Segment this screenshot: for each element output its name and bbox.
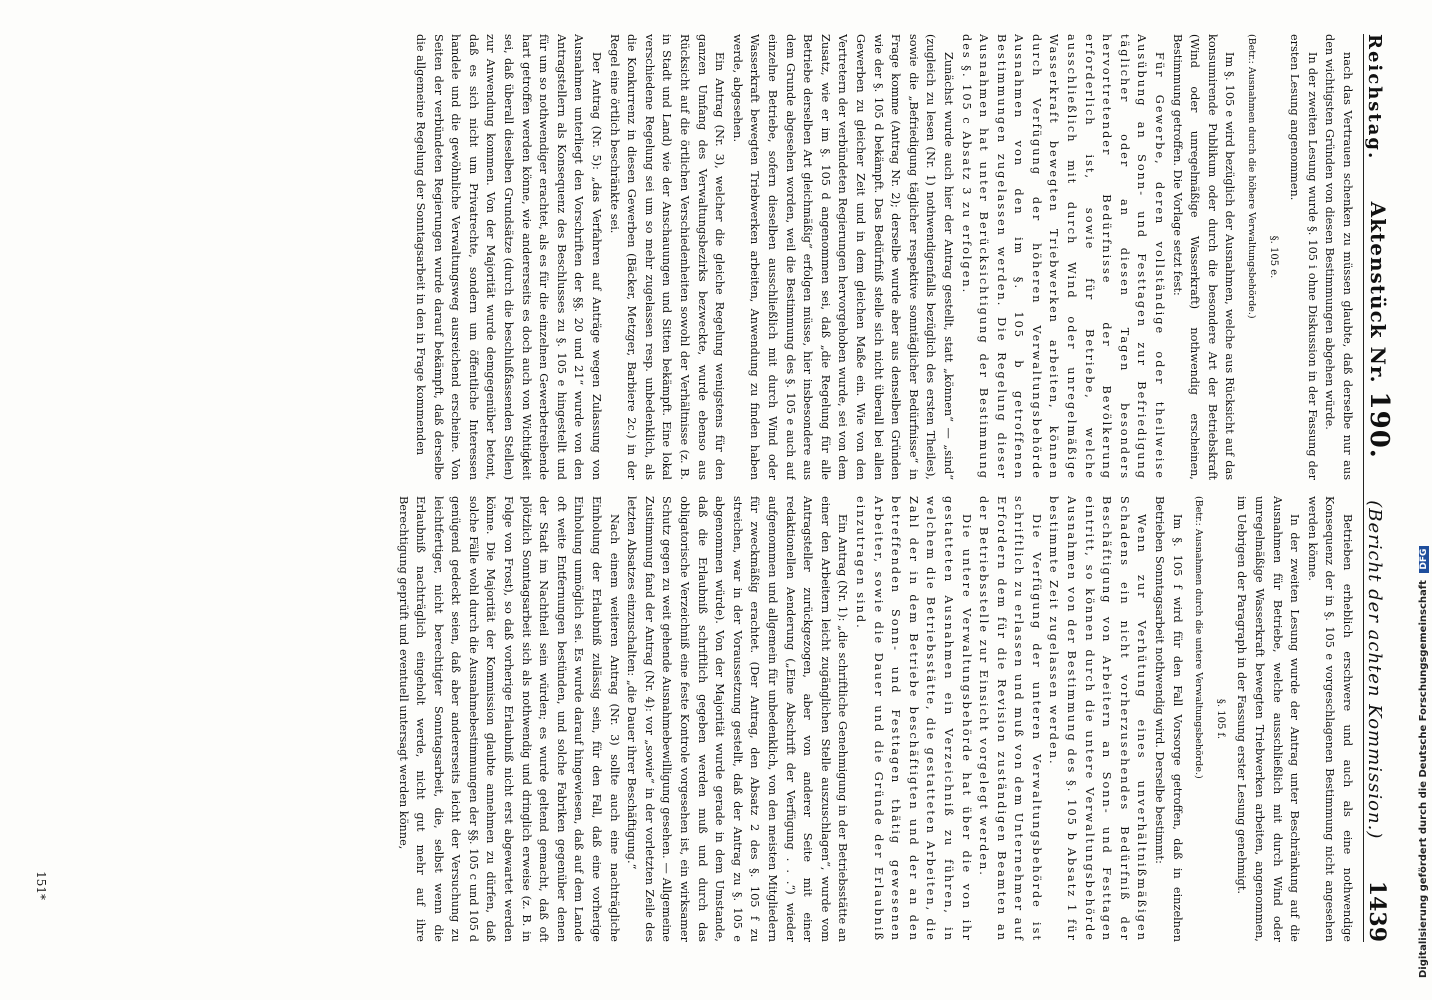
paragraph: In der zweiten Lesung wurde der Antrag unter Beschränkung auf die Ausnahmen für Betriebe, welche ausschließlich mit durch Wind oder unregelmäßige Wasserkraft bewegten Triebwerken arbeiten, angenommen, im Uebrigen der Paragraph in der Fassung erster Lesung genehmigt.: [1235, 496, 1302, 942]
paragraph: Nach einem weiteren Antrag (Nr. 3) sollte auch eine nachträgliche Einholung der Erlaubniß zulässig sein, für den Fall, daß eine vorherige Einholung unmöglich sei. Es wurde darauf hingewiesen, daß auf dem Lande oft weite Entfernungen bestünden, und solche Fabriken gegenüber denen der Stadt im Nachtheil sein würden; es wurde geltend gemacht, daß oft plötzlich Sonntagsarbeit sich als nothwendig und dringlich erweise (z. B. in Folge von Frost), so daß vorherige Erlaubniß nicht erst abgewartet werden könne. Die Majorität der Kommission glaubte annehmen zu dürfen, daß solche Fälle wohl durch die Ausnahmebestimmungen der §§. 105 c und 105 d genügend gedeckt seien, daß aber andererseits leicht der Versuchung zu leichtfertiger, nicht berechtigter Sonntagsarbeit, die, selbst wenn die Erlaubniß nachträglich eingeholt werde, nicht gut mehr auf ihre Berechtigung geprüft und eventuell untersagt werden könne,: [396, 496, 621, 942]
paragraph: Im §. 105 f wird für den Fall Vorsorge getroffen, daß in einzelnen Betrieben Sonntagsarbeit nothwendig wird. Derselbe bestimmt:: [1153, 496, 1184, 942]
header-subtitle: (Bericht der achten Kommission.): [1364, 500, 1385, 840]
dfg-logo: DFG: [1419, 546, 1429, 573]
page-footer-signature: 151*: [34, 871, 48, 900]
header-title: [1364, 202, 1394, 459]
paragraph: Im §. 105 e wird bezüglich der Ausnahmen, welche aus Rücksicht auf das konsumirende Publikum oder durch die besondere Art der Betriebskraft (Wind oder unregelmäßige Wasserkraft) nothwendig erscheinen, Bestimmung getroffen. Die Vorlage setzt fest:: [1170, 34, 1237, 480]
paragraph: Der Antrag (Nr. 5): „das Verfahren auf Anträge wegen Zulassung von Ausnahmen unterliegt den Vorschriften der §§. 20 und 21“ wurde von den Antragstellern als Konsequenz des Beschlusses zu §. 105 e hingestellt und für um so nothwendiger erachtet, als es für die einzelnen Gewerbetreibende hart getroffen werden könne, wie andererseits es doch auch von Wichtigkeit sei, daß überall dieselben Grundsätze (durch die beschlußfassenden Stellen) zur Anwendung kommen. Von der Majorität wurde demgegenüber betont, daß es sich nicht um Privatrechte, sondern um öffentliche Interessen handele und die gewöhnliche Verwaltungsweg ausreichend erscheine. Von Seiten der verbündeten Regierungen wurde darauf bekämpft, daß derselbe die allgemeine Regelung der Sonntagsarbeit in den in Frage kommenden: [414, 34, 604, 480]
paragraph: Betrieben erheblich erschwere und auch als eine nothwendige Konsequenz der in §. 105 e vorgeschlagenen Bestimmung nicht angesehen werden könne.: [1305, 496, 1354, 942]
paragraph: In der zweiten Lesung wurde §. 105 i ohne Diskussion in der Fassung der ersten Lesung angenommen.: [1288, 34, 1319, 480]
section-subheading: (Betr.: Ausnahmen durch die untere Verwaltungsbehörde.): [1193, 496, 1205, 779]
credit-text: Digitalisierung gefördert durch die Deutsche Forschungsgemeinschaft: [1418, 580, 1429, 978]
page-header: [1363, 34, 1404, 942]
section-subheading: (Betr.: Ausnahmen durch die höhere Verwaltungsbehörde.): [1246, 34, 1258, 319]
header-title-prefix: Aktenstück Nr.: [1366, 201, 1390, 384]
quoted-provision: Die Verfügung der unteren Verwaltungsbehörde ist schriftlich zu erlassen und muß von dem Unternehmer auf Erfordern dem für die Revision zuständigen Beamten an der Betriebsstelle zur Einsicht vorgelegt werden.: [977, 496, 1043, 942]
section-heading: §. 105 f.: [1214, 698, 1226, 740]
page-number: 1439: [1364, 880, 1390, 942]
header-title-number: 190.: [1364, 391, 1394, 459]
credit-text-wrap: [1418, 18, 1432, 978]
section-heading: §. 105 e.: [1267, 235, 1279, 279]
paragraph: Ein Antrag (Nr. 3), welcher die gleiche Regelung wenigstens für den ganzen Umfang des Verwaltungsbezirks bezweckte, wurde ebenso aus Rücksicht auf die örtlichen Verschiedenheiten sowohl der Verhältnisse (z. B. in Stadt und Land) wie der Anschauungen und Sitten bekämpft. Eine lokal verschiedene Regelung sei um so mehr zugelassen resp. unbedenklich, als die Konkurrenz in diesen Gewerben (Bäcker, Metzger, Barbiere 2c.) in der Regel eine örtlich beschränkte sei.: [607, 34, 727, 480]
quoted-provision: Wenn zur Verhütung eines unverhältnißmäßigen Schadens ein nicht vorherzusehendes Bedürfniß der Beschäftigung von Arbeitern an Sonn- und Festtagen eintritt, so können durch die untere Verwaltungsbehörde Ausnahmen von der Bestimmung des §. 105 b Absatz 1 für bestimmte Zeit zugelassen werden.: [1047, 496, 1149, 942]
paragraph: Zunächst wurde auch hier der Antrag gestellt, statt „können“ — „sind“ (zugleich zu lesen (Nr. 1) nothwendigenfalls bezüglich des ersten Theiles), sowie die „Befriedigung täglicher respektive sonntäglicher Bedürfnisse“ in Frage komme (Antrag Nr. 2); derselbe wurde aber aus denselben Gründen wie der §. 105 d bekämpft. Das Bedürfniß stelle sich nicht überall bei allen Gewerben zu gleicher Zeit und in dem gleichen Maße ein. Wie von den Vertretern der verbündeten Regierungen hervorgehoben wurde, sei von dem Zusatz, wie er im §. 105 d angenommen sei, daß „die Regelung für alle Betriebe derselben Art gleichmäßig“ erfolgen müsse, hier insbesondere aus dem Grunde abgesehen worden, weil die Bestimmung des §. 105 e auch auf einzelne Betriebe, sofern dieselben ausschließlich mit durch Wind oder Wasserkraft bewegten Triebwerken arbeiten, Anwendung zu finden haben werde, abgesehen.: [730, 34, 955, 480]
header-left: Reichstag.: [1364, 34, 1385, 161]
quoted-provision: Die untere Verwaltungsbehörde hat über die von ihr gestatteten Ausnahmen ein Verzeichniß zu führen, in welchem die Betriebsstätte, die gestatteten Arbeiten, die Zahl der in dem Betriebe beschäftigten und der an den betreffenden Sonn- und Festtagen thätig gewesenen Arbeiter, sowie die Dauer und die Gründe der Erlaubniß einzutragen sind.: [853, 496, 973, 942]
quoted-provision: Für Gewerbe, deren vollständige oder theilweise Ausübung an Sonn- und Festtagen zur Befriedigung täglicher oder an diesen Tagen besonders hervortretender Bedürfnisse der Bevölkerung erforderlich ist, sowie für Betriebe, welche ausschließlich mit durch Wind oder unregelmäßige Wasserkraft bewegten Triebwerken arbeiten, können durch Verfügung der höheren Verwaltungsbehörde Ausnahmen von den im §. 105 b getroffenen Bestimmungen zugelassen werden. Die Regelung dieser Ausnahmen hat unter Berücksichtigung der Bestimmung des §. 105 c Absatz 3 zu erfolgen.: [959, 34, 1167, 480]
paragraph: nach das Vertrauen schenken zu müssen glaubte, daß derselbe nur aus den wichtigsten Gründen von diesen Bestimmungen abgehen würde.: [1323, 34, 1354, 480]
paragraph: Ein Antrag (Nr. 1): „die schriftliche Genehmigung in der Betriebsstätte an einer den Arbeitern leicht zugänglichen Stelle auszuschlagen“, wurde vom Antragsteller zurückgezogen, aber von anderer Seite mit einer redaktionellen Aenderung („Eine Abschrift der Verfügung . . .“) wieder aufgenommen und allgemein für unbedenklich, von den meisten Mitgliedern für zweckmäßig erachtet. (Der Antrag, den Absatz 2 des §. 105 f zu streichen, war in der Voraussetzung gestellt, daß der Antrag zu §. 105 e abgenommen würde). Von der Majorität wurde gerade in dem Umstande, daß die Erlaubniß schriftlich gegeben werden muß und durch das obligatorische Verzeichniß eine feste Kontrole vorgesehen ist, ein wirksamer Schutz gegen zu weit gehende Ausnahmebewilligung gesehen. — Allgemeine Zustimmung fand der Antrag (Nr. 4): vor „sowie“ in der vorletzten Zeile des letzten Absatzes einzuschalten: „die Dauer ihrer Beschäftigung.“: [625, 496, 850, 942]
column-left: [60, 34, 1356, 480]
digitization-credit: [1418, 18, 1432, 978]
column-right: [60, 496, 1356, 942]
text-columns: [60, 34, 1356, 942]
